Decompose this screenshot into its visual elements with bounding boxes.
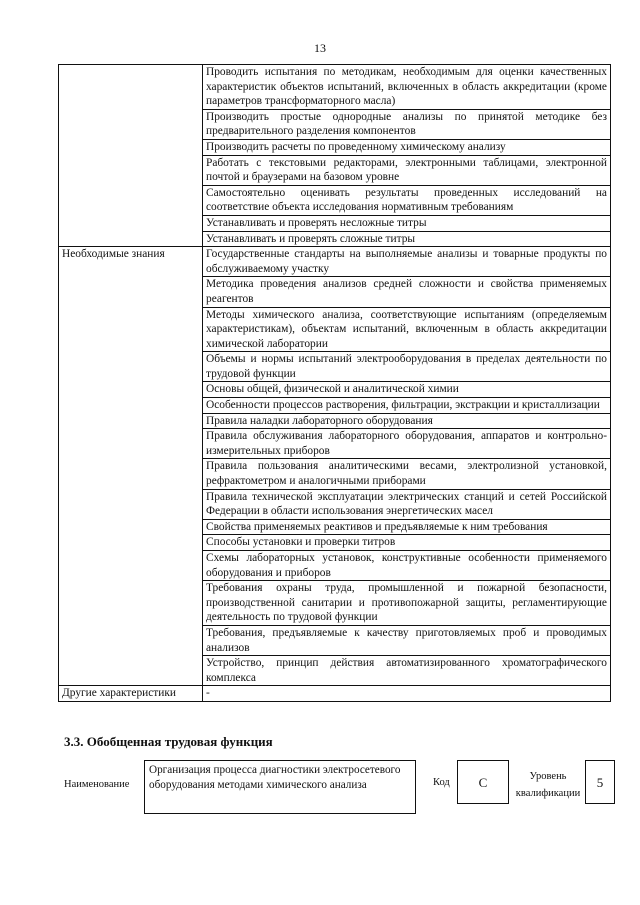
knowledge-item: Основы общей, физической и аналитической химии	[203, 382, 611, 398]
knowledge-item: Правила обслуживания лабораторного оборудования, аппаратов и контрольно-измерительных приборов	[203, 429, 611, 459]
table-row	[59, 65, 611, 110]
skill-item: Устанавливать и проверять несложные титры	[203, 215, 611, 231]
knowledge-item: Методы химического анализа, соответствующие испытаниям (определяемым характеристикам), объектам испытаний, включенным в область аккредитации химической лаборатории	[203, 307, 611, 352]
skill-item: Производить расчеты по проведенному химическому анализу	[203, 139, 611, 155]
knowledge-item: Требования, предъявляемые к качеству приготовляемых проб и проводимых анализов	[203, 625, 611, 655]
other-label-cell: Другие характеристики	[59, 686, 203, 702]
knowledge-item: Способы установки и проверки титров	[203, 535, 611, 551]
knowledge-item: Методика проведения анализов средней сложности и свойства применяемых реагентов	[203, 277, 611, 307]
code-label: Код	[433, 777, 450, 788]
requirements-table	[58, 64, 611, 702]
knowledge-item: Объемы и нормы испытаний электрооборудования в пределах деятельности по трудовой функции	[203, 352, 611, 382]
knowledge-item: Правила технической эксплуатации электрических станций и сетей Российской Федерации в области использования энергетических масел	[203, 489, 611, 519]
knowledge-item: Требования охраны труда, промышленной и пожарной безопасности, производственной санитарии и противопожарной защиты, регламентирующие деятельность по трудовой функции	[203, 581, 611, 626]
table-row	[59, 247, 611, 277]
table-row	[59, 686, 611, 702]
other-value: -	[203, 686, 611, 702]
knowledge-label-cell: Необходимые знания	[59, 247, 203, 686]
knowledge-item: Особенности процессов растворения, фильтрации, экстракции и кристаллизации	[203, 398, 611, 414]
knowledge-item: Правила пользования аналитическими весами, электролизной установкой, рефрактометром и аналогичными приборами	[203, 459, 611, 489]
name-value: Организация процесса диагностики электросетевого оборудования методами химического анализа	[144, 760, 416, 814]
knowledge-item: Устройство, принцип действия автоматизированного хроматографического комплекса	[203, 656, 611, 686]
name-label: Наименование	[64, 779, 130, 790]
knowledge-item: Правила наладки лабораторного оборудования	[203, 413, 611, 429]
section-title: 3.3. Обобщенная трудовая функция	[64, 734, 273, 749]
knowledge-item: Свойства применяемых реактивов и предъявляемые к ним требования	[203, 519, 611, 535]
skill-item: Работать с текстовыми редакторами, электронными таблицами, электронной почтой и браузерами на базовом уровне	[203, 155, 611, 185]
level-label: Уровень квалификации	[515, 771, 581, 799]
skill-item: Устанавливать и проверять сложные титры	[203, 231, 611, 247]
knowledge-item: Государственные стандарты на выполняемые анализы и товарные продукты по обслуживаемому участку	[203, 247, 611, 277]
skill-item: Проводить испытания по методикам, необходимым для оценки качественных характеристик объектов испытаний, включенных в область аккредитации (кроме параметров трансформаторного масла)	[203, 65, 611, 110]
code-value: C	[457, 760, 509, 804]
level-value: 5	[585, 760, 615, 804]
knowledge-item: Схемы лабораторных установок, конструктивные особенности применяемого оборудования и приборов	[203, 551, 611, 581]
page-number: 13	[314, 41, 326, 55]
skill-item: Самостоятельно оценивать результаты проведенных исследований на соответствие объекта исследования нормативным требованиям	[203, 185, 611, 215]
skill-label-cell	[59, 65, 203, 247]
skill-item: Производить простые однородные анализы по принятой методике без предварительного разделения компонентов	[203, 109, 611, 139]
